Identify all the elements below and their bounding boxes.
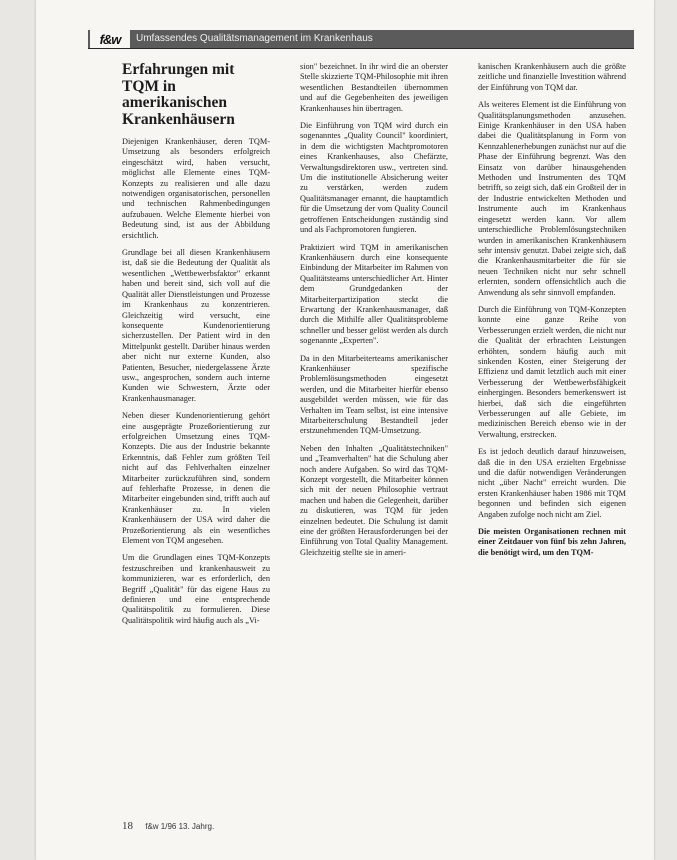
article-column-2 bbox=[300, 62, 448, 565]
paragraph: Es ist jedoch deutlich darauf hinzuweisen, daß die in den USA erzielten Ergebnisse und die dafür notwendigen Veränderungen nicht „über Nacht" erreicht wurden. Die ersten Krankenhäuser haben 1986 mit TQM begonnen und befinden sich eigenen Angaben zufolge noch nicht am Ziel. bbox=[478, 447, 626, 519]
paragraph: kanischen Krankenhäusern auch die größte zeitliche und finanzielle Investition während der Einführung von TQM dar. bbox=[478, 62, 626, 92]
magazine-logo: f&w bbox=[90, 30, 130, 48]
paragraph: Neben den Inhalten „Qualitätstechniken" und „Teamverhalten" hat die Schulung aber noch andere Aufgaben. So wird das TQM-Konzept vorgestellt, die Mitarbeiter können sich mit der neuen Philosophie vertraut machen und haben die Gelegenheit, darüber zu diskutieren, was TQM für jeden einzelnen bedeutet. Die Schulung ist damit eine der größten Herausforderungen bei der Einführung von Total Quality Management. Gleichzeitig stellte sie in ameri- bbox=[300, 443, 448, 557]
paragraph: Die Einführung von TQM wird durch ein sogenanntes „Quality Council" koordiniert, in dem die wichtigsten Machtpromotoren eines Krankenhauses, also Chefärzte, Verwaltungsdirektoren usw., vertreten sind. Um die institutionelle Absicherung weiter zu verstärken, werden zudem Qualitätsmanager ernannt, die hauptamtlich für die Umsetzung der vom Quality Council getroffenen Entscheidungen zuständig sind und als Fachpromotoren fungieren. bbox=[300, 121, 448, 235]
article-column-1 bbox=[122, 62, 270, 633]
paragraph: Durch die Einführung von TQM-Konzepten konnte eine ganze Reihe von Verbesserungen erzielt werden, die nicht nur die Qualität der erbrachten Leistungen erhöhten, sondern häufig auch mit sinkenden Kosten, einer Steigerung der Effizienz und damit letztlich auch mit einer Verbesserung der Wettbewerbsfähigkeit einhergingen. Besonders bemerkenswert ist hierbei, daß sich die eingeführten Verbesserungen auf alle Gebiete, im medizinischen Bereich ebenso wie in der Verwaltung, erstrecken. bbox=[478, 304, 626, 439]
paragraph: Diejenigen Krankenhäuser, deren TQM-Umsetzung als besonders erfolgreich eingeschätzt wird, haben versucht, möglichst alle Elemente eines TQM-Konzepts zu realisieren und alle dazu notwendigen organisatorischen, personellen und technischen Rahmenbedingungen aufzubauen. Welche Elemente hierbei von Bedeutung sind, ist aus der Abbildung ersichtlich. bbox=[122, 137, 270, 240]
paragraph: Neben dieser Kundenorientierung gehört eine ausgeprägte Prozeßorientierung zur erfolgreichen Umsetzung eines TQM-Konzepts. Die aus der Industrie bekannte Erkenntnis, daß Fehler zum größten Teil nicht auf das Fehlverhalten einzelner Mitarbeiter zurückzuführen sind, sondern auf fehlerhafte Prozesse, in denen die Mitarbeiter eingebunden sind, trifft auch auf Krankenhäuser zu. In vielen Krankenhäusern der USA wird daher die Prozeßorientierung als ein wesentliches Element von TQM angesehen. bbox=[122, 411, 270, 546]
bold-paragraph: Die meisten Organisationen rechnen mit einer Zeitdauer von fünf bis zehn Jahren, die benötigt wird, um den TQM- bbox=[478, 527, 626, 557]
paragraph: Grundlage bei all diesen Krankenhäusern ist, daß sie die Bedeutung der Qualität als wesentlichen „Wettbewerbsfaktor" erkannt haben und bereit sind, sich voll auf die Qualität aller Dienstleistungen und Prozesse im Krankenhaus zu konzentrieren. Gleichzeitig wird versucht, eine konsequente Kundenorientierung sicherzustellen. Der Patient wird in den Mittelpunkt gestellt. Darüber hinaus werden aber nicht nur externe Kunden, also Patienten, Besucher, niedergelassene Ärzte usw., angesprochen, sondern auch interne Kunden wie Schwestern, Ärzte oder Krankenhausmanager. bbox=[122, 248, 270, 403]
issue-info: f&w 1/96 13. Jahrg. bbox=[145, 822, 215, 831]
paragraph: Praktiziert wird TQM in amerikanischen Krankenhäusern durch eine konsequente Einbindung der Mitarbeiter im Rahmen von Qualitätsteams unterschiedlicher Art. Hinter dem Grundgedanken der Mitarbeiterpartizipation steckt die Erwartung der Krankenhausmanager, daß durch die Mithilfe aller Qualitätsprobleme schneller und besser gelöst werden als durch sogenannte „Experten". bbox=[300, 242, 448, 346]
page-footer bbox=[122, 820, 214, 832]
article-title: Erfahrungen mit TQM in amerikanischen Krankenhäusern bbox=[122, 61, 235, 128]
page-number: 18 bbox=[122, 820, 133, 832]
paragraph: Als weiteres Element ist die Einführung von Qualitätsplanungsmethoden anzusehen. Einige Krankenhäuser in den USA haben dabei die Qualitätsplanung in Form von Kennzahlenerhebungen zunächst nur auf die Phase der Einführung begrenzt. Was den Einsatz von darüber hinausgehenden Methoden und Instrumenten des TQM betrifft, so zeigt sich, daß ein Großteil der in der Industrie entwickelten Methoden und Instrumente auch im Krankenhaus eingesetzt werden kann. Vor allem unterschiedliche Problemlösungstechniken wurden in amerikanischen Krankenhäusern sehr intensiv genutzt. Dabei zeigte sich, daß die Krankenhausmitarbeiter die für sie neuen Techniken nicht nur sehr schnell erlernten, sondern offensichtlich auch die Anwendung als sehr sinnvoll empfanden. bbox=[478, 100, 626, 297]
paragraph: Um die Grundlagen eines TQM-Konzepts festzuschreiben und krankenhausweit zu kommunizieren, war es erforderlich, den Begriff „Qualität" für das eigene Haus zu definieren und eine entsprechende Qualitätspolitik zu formulieren. Diese Qualitätspolitik wird häufig auch als „Vi- bbox=[122, 553, 270, 625]
article-column-3 bbox=[478, 62, 626, 565]
paragraph: sion" bezeichnet. In ihr wird die an oberster Stelle skizzierte TQM-Philosophie mit ihren wesentlichen Bestandteilen übernommen und auf die Gegebenheiten des jeweiligen Krankenhauses hin übertragen. bbox=[300, 62, 448, 113]
paragraph: Da in den Mitarbeiterteams amerikanischer Krankenhäuser spezifische Problemlösungsmethoden eingesetzt werden, und die Mitarbeiter hierfür ebenso ausgebildet werden müssen, wie für das Verhalten im Team selbst, ist eine intensive Mitarbeiterschulung Bestandteil jeder erstzunehmenden TQM-Umsetzung. bbox=[300, 353, 448, 436]
section-header-title: Umfassendes Qualitätsmanagement im Krankenhaus bbox=[136, 33, 373, 44]
